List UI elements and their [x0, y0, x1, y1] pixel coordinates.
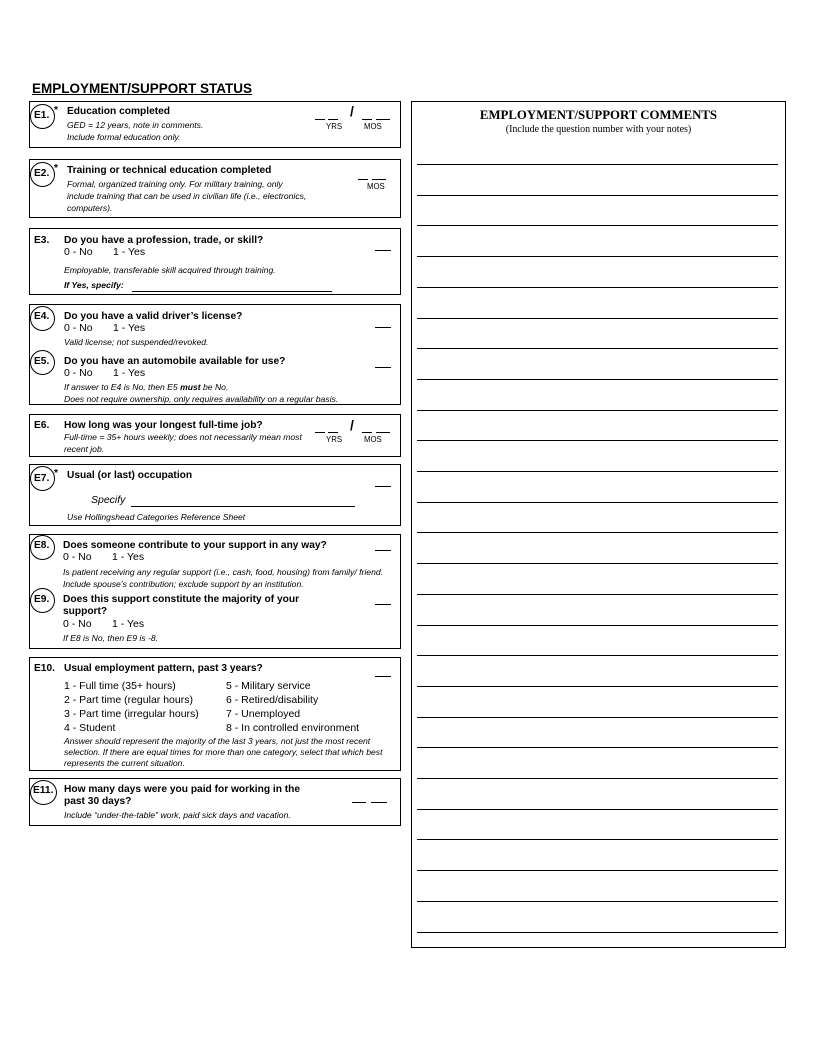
- e1-yrs-label: YRS: [326, 122, 343, 131]
- e11-question-line2: past 30 days?: [64, 796, 132, 807]
- comment-line[interactable]: [417, 348, 778, 349]
- e6-slash: /: [350, 417, 354, 433]
- e10-option: 7 - Unemployed: [226, 708, 301, 720]
- e4-e5-section: [29, 304, 401, 405]
- e1-mos-label: MOS: [364, 122, 382, 131]
- comment-line[interactable]: [417, 532, 778, 533]
- e2-note: Formal, organized training only. For military training, only include training that can be used in civilian life (i.e., electronics, computers).: [67, 179, 307, 213]
- comment-line[interactable]: [417, 195, 778, 196]
- e6-question: How long was your longest full-time job?: [64, 420, 263, 431]
- e4-option-yes: 1 - Yes: [113, 322, 146, 334]
- e4-number: E4.: [34, 311, 50, 322]
- e7-answer-blank[interactable]: [375, 486, 391, 487]
- e3-specify-blank[interactable]: [132, 291, 332, 292]
- e6-yrs-label: YRS: [326, 435, 343, 444]
- e9-note: If E8 is No, then E9 is -8.: [63, 633, 159, 643]
- comment-line[interactable]: [417, 225, 778, 226]
- e10-note: Answer should represent the majority of the last 3 years, not just the most recent selection. If there are equal times for more than one category, select that which best represents the current situation.: [64, 736, 383, 768]
- e2-mos-blank[interactable]: [372, 179, 386, 180]
- comment-line[interactable]: [417, 625, 778, 626]
- e4-note: Valid license; not suspended/revoked.: [64, 337, 209, 347]
- comment-line[interactable]: [417, 870, 778, 871]
- e10-option: 5 - Military service: [226, 680, 311, 692]
- e1-note: Include formal education only.: [67, 132, 181, 142]
- e11-section: [29, 778, 401, 826]
- e2-mos-label: MOS: [367, 182, 385, 191]
- comment-line[interactable]: [417, 471, 778, 472]
- e8-option-no: 0 - No: [63, 551, 92, 563]
- e3-option-no: 0 - No: [64, 246, 93, 258]
- comment-line[interactable]: [417, 932, 778, 933]
- e3-option-yes: 1 - Yes: [113, 246, 146, 258]
- e6-mos-blank[interactable]: [362, 432, 372, 433]
- e8-number: E8.: [34, 540, 50, 551]
- e10-number: E10.: [34, 663, 55, 674]
- e2-number: E2.: [34, 168, 50, 179]
- e5-note-end: be No.: [200, 382, 229, 392]
- e10-answer-blank[interactable]: [375, 676, 391, 677]
- e6-mos-blank[interactable]: [376, 432, 390, 433]
- e8-option-yes: 1 - Yes: [112, 551, 145, 563]
- e10-option: 3 - Part time (irregular hours): [64, 708, 199, 720]
- comment-line[interactable]: [417, 747, 778, 748]
- e9-question: Does this support constitute the majority of your: [63, 594, 300, 605]
- e8-note: Is patient receiving any regular support (i.e., cash, food, housing) from family/ friend. Include spouse’s contribution; exclude support by an institution.: [63, 567, 384, 589]
- e11-note: Include “under-the-table” work, paid sick days and vacation.: [64, 810, 291, 820]
- e5-question: Do you have an automobile available for use?: [64, 356, 286, 367]
- page-title: EMPLOYMENT/SUPPORT STATUS: [32, 81, 253, 96]
- e7-question: Usual (or last) occupation: [67, 470, 193, 481]
- e6-mos-label: MOS: [364, 435, 382, 444]
- e7-note: Use Hollingshead Categories Reference Sheet: [67, 512, 246, 522]
- e11-question: How many days were you paid for working in the: [64, 784, 301, 795]
- comment-line[interactable]: [417, 655, 778, 656]
- e2-question: Training or technical education completed: [67, 165, 272, 176]
- e5-option-no: 0 - No: [64, 367, 93, 379]
- e5-number: E5.: [34, 356, 50, 367]
- e3-number: E3.: [34, 235, 50, 246]
- comment-line[interactable]: [417, 502, 778, 503]
- e5-note-emphasis: must: [180, 382, 201, 392]
- e3-section: [29, 228, 401, 295]
- e9-option-no: 0 - No: [63, 618, 92, 630]
- e1-mos-blank[interactable]: [376, 119, 390, 120]
- e1-question: Education completed: [67, 106, 171, 117]
- comment-line[interactable]: [417, 717, 778, 718]
- comment-line[interactable]: [417, 440, 778, 441]
- comment-line[interactable]: [417, 318, 778, 319]
- comment-line[interactable]: [417, 809, 778, 810]
- e9-answer-blank[interactable]: [375, 604, 391, 605]
- e6-yrs-blank[interactable]: [328, 432, 338, 433]
- e1-slash: /: [350, 103, 354, 119]
- e10-option: 6 - Retired/disability: [226, 694, 319, 706]
- e7-specify-label: Specify: [91, 494, 126, 506]
- e10-question: Usual employment pattern, past 3 years?: [64, 663, 263, 674]
- comments-panel: [411, 101, 786, 948]
- e2-section: [29, 159, 401, 218]
- e6-yrs-blank[interactable]: [315, 432, 325, 433]
- e8-question: Does someone contribute to your support in any way?: [63, 540, 327, 551]
- comment-line[interactable]: [417, 287, 778, 288]
- comment-line[interactable]: [417, 686, 778, 687]
- comment-line[interactable]: [417, 410, 778, 411]
- e10-section: [29, 657, 401, 771]
- comment-line[interactable]: [417, 839, 778, 840]
- e3-specify-label: If Yes, specify:: [64, 280, 124, 290]
- e11-number: E11.: [33, 785, 54, 796]
- e6-section: [29, 414, 401, 457]
- comment-line[interactable]: [417, 164, 778, 165]
- e1-note: GED = 12 years, note in comments.: [67, 120, 204, 130]
- comments-title: EMPLOYMENT/SUPPORT COMMENTS: [479, 108, 718, 122]
- e7-specify-blank[interactable]: [131, 506, 355, 507]
- e7-section: [29, 464, 401, 526]
- comments-subtitle: (Include the question number with your notes): [505, 124, 692, 135]
- e11-days-blank[interactable]: [371, 802, 387, 803]
- e5-answer-blank[interactable]: [375, 367, 391, 368]
- comment-line[interactable]: [417, 379, 778, 380]
- e8-answer-blank[interactable]: [375, 550, 391, 551]
- e2-mos-blank[interactable]: [358, 179, 368, 180]
- e5-option-yes: 1 - Yes: [113, 367, 146, 379]
- e5-note-2: Does not require ownership, only requires availability on a regular basis.: [64, 394, 339, 404]
- e1-mos-blank[interactable]: [362, 119, 372, 120]
- e10-option: 2 - Part time (regular hours): [64, 694, 193, 706]
- e4-answer-blank[interactable]: [375, 327, 391, 328]
- comment-line[interactable]: [417, 901, 778, 902]
- e5-note: [64, 381, 228, 393]
- e7-star: *: [54, 468, 58, 479]
- e1-yrs-blank[interactable]: [328, 119, 338, 120]
- e9-option-yes: 1 - Yes: [112, 618, 145, 630]
- e3-question: Do you have a profession, trade, or skill?: [64, 235, 264, 246]
- e9-question-line2: support?: [63, 606, 108, 617]
- e10-option: 4 - Student: [64, 722, 116, 734]
- e3-answer-blank[interactable]: [375, 250, 391, 251]
- e10-option: 8 - In controlled environment: [226, 722, 360, 734]
- comment-line[interactable]: [417, 256, 778, 257]
- e4-question: Do you have a valid driver’s license?: [64, 311, 243, 322]
- e7-number: E7.: [34, 473, 50, 484]
- e8-e9-section: [29, 534, 401, 649]
- e10-option: 1 - Full time (35+ hours): [64, 680, 176, 692]
- comment-line[interactable]: [417, 778, 778, 779]
- e1-number: E1.: [34, 110, 50, 121]
- e4-option-no: 0 - No: [64, 322, 93, 334]
- e11-days-blank[interactable]: [352, 802, 366, 803]
- e5-note-start: If answer to E4 is No, then E5: [64, 382, 181, 392]
- e6-number: E6.: [34, 420, 50, 431]
- e1-yrs-blank[interactable]: [315, 119, 325, 120]
- e2-star: *: [54, 163, 58, 174]
- e6-note: Full-time = 35+ hours weekly; does not necessarily mean most recent job.: [64, 432, 302, 454]
- e3-note: Employable, transferable skill acquired through training.: [64, 265, 276, 275]
- comment-line[interactable]: [417, 594, 778, 595]
- comment-line[interactable]: [417, 563, 778, 564]
- e9-number: E9.: [34, 594, 50, 605]
- e1-section: [29, 101, 401, 148]
- e1-star: *: [54, 105, 58, 116]
